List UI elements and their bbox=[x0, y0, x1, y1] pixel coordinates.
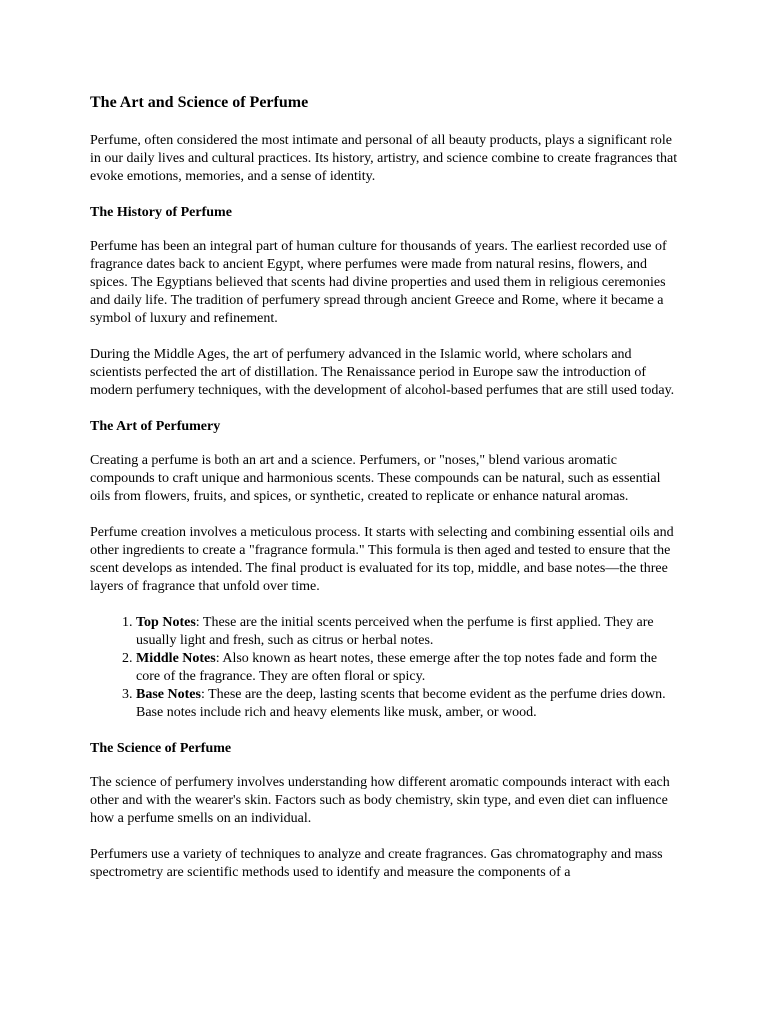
document-page bbox=[90, 92, 682, 900]
note-term: Top Notes bbox=[136, 615, 196, 630]
note-text: : These are the deep, lasting scents that become evident as the perfume dries down. Base notes include rich and heavy elements like musk, amber, or wood. bbox=[136, 687, 666, 720]
document-title: The Art and Science of Perfume bbox=[90, 94, 309, 111]
list-item-top-notes bbox=[136, 614, 682, 650]
art-heading: The Art of Perfumery bbox=[90, 419, 221, 434]
science-paragraph-2: Perfumers use a variety of techniques to analyze and create fragrances. Gas chromatography and mass spectrometry are scientific methods used to identify and measure the components of a bbox=[90, 847, 663, 880]
history-paragraph-1: Perfume has been an integral part of human culture for thousands of years. The earliest recorded use of fragrance dates back to ancient Egypt, where perfumes were made from natural resins, flowers, and spices. The Egyptians believed that scents had divine properties and used them in religious ceremonies and daily life. The tradition of perfumery spread through ancient Greece and Rome, where it became a symbol of luxury and refinement. bbox=[90, 239, 667, 326]
history-paragraph-2: During the Middle Ages, the art of perfumery advanced in the Islamic world, where scholars and scientists perfected the art of distillation. The Renaissance period in Europe saw the introduction of modern perfumery techniques, with the development of alcohol-based perfumes that are still used today. bbox=[90, 347, 675, 398]
science-paragraph-1: The science of perfumery involves understanding how different aromatic compounds interact with each other and with the wearer's skin. Factors such as body chemistry, skin type, and even diet can influence how a perfume smells on an individual. bbox=[90, 775, 670, 826]
science-heading: The Science of Perfume bbox=[90, 741, 232, 756]
note-text: : These are the initial scents perceived when the perfume is first applied. They are usually light and fresh, such as citrus or herbal notes. bbox=[136, 615, 654, 648]
list-item-base-notes bbox=[136, 686, 682, 722]
art-paragraph-2: Perfume creation involves a meticulous process. It starts with selecting and combining essential oils and other ingredients to create a "fragrance formula." This formula is then aged and tested to ensure that the scent develops as intended. The final product is evaluated for its top, middle, and base notes—the three layers of fragrance that unfold over time. bbox=[90, 525, 674, 594]
list-item-middle-notes bbox=[136, 650, 682, 686]
notes-list bbox=[90, 614, 682, 722]
note-term: Base Notes bbox=[136, 687, 201, 702]
history-heading: The History of Perfume bbox=[90, 205, 232, 220]
note-text: : Also known as heart notes, these emerge after the top notes fade and form the core of the fragrance. They are often floral or spicy. bbox=[136, 651, 658, 684]
note-term: Middle Notes bbox=[136, 651, 216, 666]
intro-paragraph: Perfume, often considered the most intimate and personal of all beauty products, plays a significant role in our daily lives and cultural practices. Its history, artistry, and science combine to create fragrances that evoke emotions, memories, and a sense of identity. bbox=[90, 133, 678, 184]
art-paragraph-1: Creating a perfume is both an art and a science. Perfumers, or "noses," blend various aromatic compounds to craft unique and harmonious scents. These compounds can be natural, such as essential oils from flowers, fruits, and spices, or synthetic, created to replicate or enhance natural aromas. bbox=[90, 453, 661, 504]
